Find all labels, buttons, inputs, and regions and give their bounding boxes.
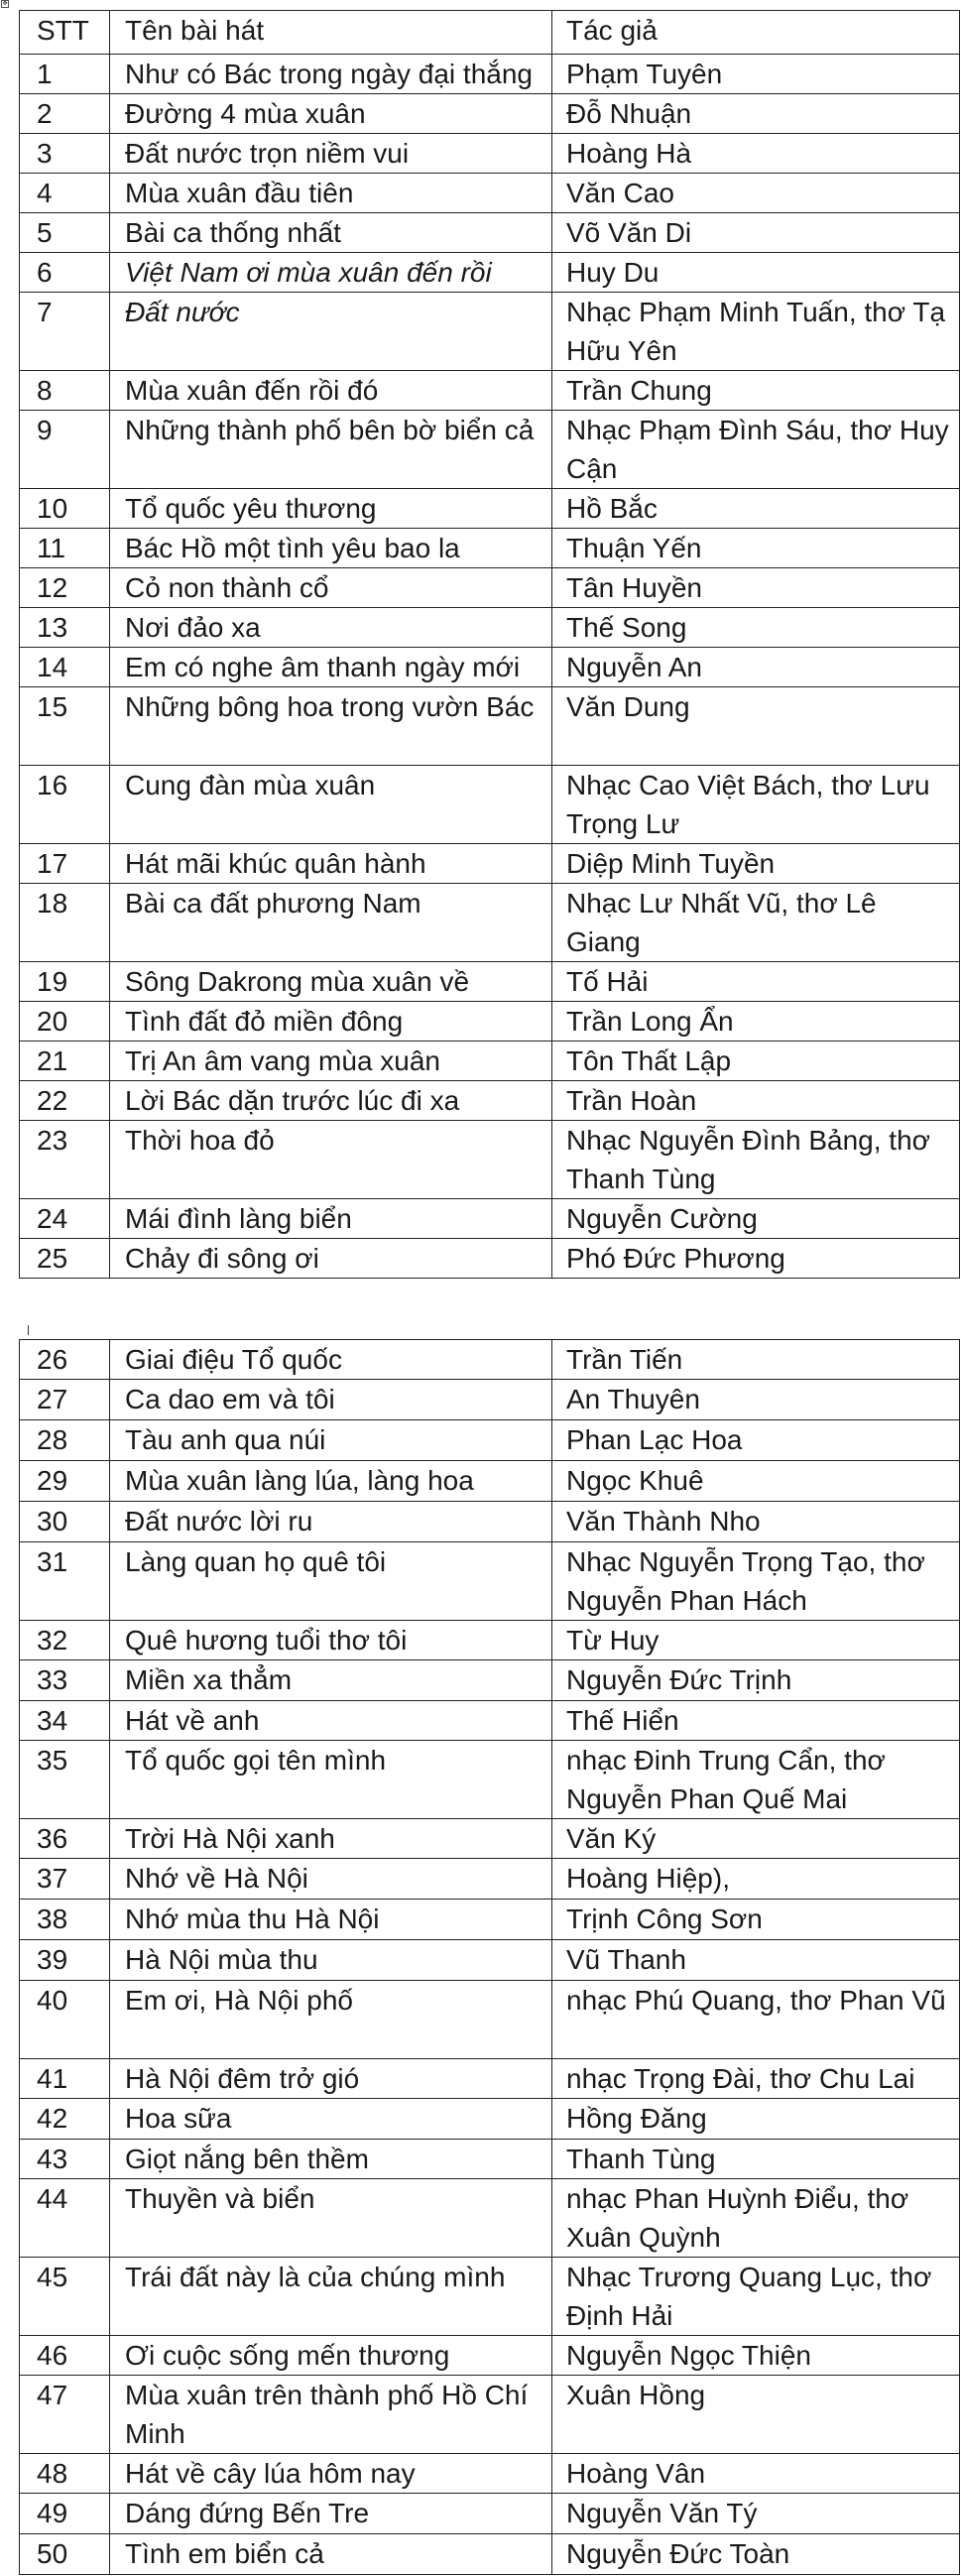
song-author: Trần Tiến: [552, 1340, 960, 1380]
song-author: Nguyễn An: [552, 648, 960, 687]
song-author: Văn Cao: [552, 174, 960, 213]
song-author: Xuân Hồng: [552, 2376, 960, 2454]
row-number: 20: [20, 1002, 110, 1042]
row-number: 38: [20, 1900, 110, 1940]
song-title: Đất nước trọn niềm vui: [110, 134, 552, 174]
table-row: [20, 608, 960, 648]
table-row: [20, 371, 960, 411]
song-title: Miền xa thẳm: [110, 1660, 552, 1701]
table-row: [20, 962, 960, 1002]
song-title: Cỏ non thành cổ: [110, 568, 552, 608]
table-row: [20, 55, 960, 94]
song-title: Chảy đi sông ơi: [110, 1239, 552, 1279]
song-author: Trần Chung: [552, 371, 960, 411]
table-row: [20, 1121, 960, 1199]
table-row: [20, 134, 960, 174]
song-author: Phan Lạc Hoa: [552, 1420, 960, 1461]
row-number: 9: [20, 411, 110, 489]
song-author: Nhạc Trương Quang Lục, thơ Định Hải: [552, 2258, 960, 2336]
song-author: Nhạc Cao Việt Bách, thơ Lưu Trọng Lư: [552, 766, 960, 844]
table-row: [20, 1701, 960, 1741]
table-row: [20, 1859, 960, 1900]
table-row: [20, 1081, 960, 1121]
table-row: [20, 1741, 960, 1819]
row-number: 24: [20, 1199, 110, 1239]
song-title: Giọt nắng bên thềm: [110, 2140, 552, 2179]
song-author: Thế Song: [552, 608, 960, 648]
row-number: 39: [20, 1940, 110, 1981]
table-row: [20, 2494, 960, 2534]
row-number: 41: [20, 2059, 110, 2099]
song-title: Tình em biển cả: [110, 2534, 552, 2575]
table-row: [20, 213, 960, 253]
song-title: Ca dao em và tôi: [110, 1380, 552, 1420]
song-title: Mùa xuân trên thành phố Hồ Chí Minh: [110, 2376, 552, 2454]
row-number: 29: [20, 1461, 110, 1502]
row-number: 2: [20, 94, 110, 134]
song-author: Thanh Tùng: [552, 2140, 960, 2179]
song-title: Tổ quốc gọi tên mình: [110, 1741, 552, 1819]
table-row: [20, 844, 960, 884]
song-title: Tổ quốc yêu thương: [110, 489, 552, 529]
song-title: Trời Hà Nội xanh: [110, 1819, 552, 1859]
table-row: [20, 1900, 960, 1940]
song-author: Văn Dung: [552, 687, 960, 766]
table-row: [20, 1239, 960, 1279]
row-number: 7: [20, 293, 110, 371]
song-author: nhạc Đinh Trung Cẩn, thơ Nguyễn Phan Quế Mai: [552, 1741, 960, 1819]
song-author: Nguyễn Ngọc Thiện: [552, 2336, 960, 2376]
table-row: [20, 1420, 960, 1461]
table-row: [20, 1621, 960, 1660]
song-author: Nguyễn Cường: [552, 1199, 960, 1239]
row-number: 11: [20, 529, 110, 568]
table-row: [20, 2140, 960, 2179]
song-author: Võ Văn Di: [552, 213, 960, 253]
table-row: [20, 253, 960, 293]
song-author: Nhạc Phạm Minh Tuấn, thơ Tạ Hữu Yên: [552, 293, 960, 371]
song-author: Phó Đức Phương: [552, 1239, 960, 1279]
song-title: Mùa xuân đến rồi đó: [110, 371, 552, 411]
song-title: Nhớ về Hà Nội: [110, 1859, 552, 1900]
table-anchor-icon[interactable]: ✥: [2, 1, 8, 7]
song-title: Như có Bác trong ngày đại thắng: [110, 55, 552, 94]
table-row: [20, 766, 960, 844]
song-title: Mùa xuân đầu tiên: [110, 174, 552, 213]
row-number: 5: [20, 213, 110, 253]
cursor-mark: [28, 1325, 35, 1335]
song-title: Trái đất này là của chúng mình: [110, 2258, 552, 2336]
table-row: [20, 1819, 960, 1859]
song-author: Từ Huy: [552, 1621, 960, 1660]
table-row: [20, 1042, 960, 1081]
table-row: [20, 1660, 960, 1701]
song-table-part-1: [19, 10, 960, 1279]
song-author: Tân Huyền: [552, 568, 960, 608]
row-number: 42: [20, 2099, 110, 2140]
song-author: Nguyễn Văn Tý: [552, 2494, 960, 2534]
row-number: 13: [20, 608, 110, 648]
song-author: nhạc Trọng Đài, thơ Chu Lai: [552, 2059, 960, 2099]
song-title: Tàu anh qua núi: [110, 1420, 552, 1461]
song-author: Văn Thành Nho: [552, 1502, 960, 1542]
table-row: [20, 2454, 960, 2494]
row-number: 34: [20, 1701, 110, 1741]
song-title: Quê hương tuổi thơ tôi: [110, 1621, 552, 1660]
song-author: Nhạc Nguyễn Đình Bảng, thơ Thanh Tùng: [552, 1121, 960, 1199]
row-number: 28: [20, 1420, 110, 1461]
row-number: 17: [20, 844, 110, 884]
row-number: 10: [20, 489, 110, 529]
song-author: Nguyễn Đức Trịnh: [552, 1660, 960, 1701]
song-author: Vũ Thanh: [552, 1940, 960, 1981]
song-title: Trị An âm vang mùa xuân: [110, 1042, 552, 1081]
table-row: [20, 293, 960, 371]
table-row: [20, 2376, 960, 2454]
row-number: 46: [20, 2336, 110, 2376]
song-author: nhạc Phan Huỳnh Điểu, thơ Xuân Quỳnh: [552, 2179, 960, 2258]
song-author: Hồng Đăng: [552, 2099, 960, 2140]
row-number: 43: [20, 2140, 110, 2179]
table-row: [20, 1199, 960, 1239]
song-author: Hoàng Hiệp),: [552, 1859, 960, 1900]
song-author: Nhạc Lư Nhất Vũ, thơ Lê Giang: [552, 884, 960, 962]
table-row: [20, 411, 960, 489]
row-number: 25: [20, 1239, 110, 1279]
song-title: Giai điệu Tổ quốc: [110, 1340, 552, 1380]
table-row: [20, 489, 960, 529]
song-author: Nhạc Nguyễn Trọng Tạo, thơ Nguyễn Phan Hách: [552, 1542, 960, 1621]
row-number: 37: [20, 1859, 110, 1900]
row-number: 27: [20, 1380, 110, 1420]
row-number: 48: [20, 2454, 110, 2494]
row-number: 45: [20, 2258, 110, 2336]
song-title: Những bông hoa trong vườn Bác: [110, 687, 552, 766]
song-title: Bác Hồ một tình yêu bao la: [110, 529, 552, 568]
table-row: [20, 1461, 960, 1502]
row-number: 49: [20, 2494, 110, 2534]
song-title: Dáng đứng Bến Tre: [110, 2494, 552, 2534]
song-author: Nhạc Phạm Đình Sáu, thơ Huy Cận: [552, 411, 960, 489]
row-number: 14: [20, 648, 110, 687]
table-row: [20, 1502, 960, 1542]
row-number: 22: [20, 1081, 110, 1121]
song-author: Tôn Thất Lập: [552, 1042, 960, 1081]
song-title: Em có nghe âm thanh ngày mới: [110, 648, 552, 687]
song-table-part-2: [19, 1339, 960, 2575]
row-number: 44: [20, 2179, 110, 2258]
song-author: Trần Hoàn: [552, 1081, 960, 1121]
row-number: 21: [20, 1042, 110, 1081]
row-number: 16: [20, 766, 110, 844]
song-author: Huy Du: [552, 253, 960, 293]
song-title: Đất nước lời ru: [110, 1502, 552, 1542]
row-number: 19: [20, 962, 110, 1002]
row-number: 33: [20, 1660, 110, 1701]
song-title: Nơi đảo xa: [110, 608, 552, 648]
song-title: Những thành phố bên bờ biển cả: [110, 411, 552, 489]
table-row: [20, 1940, 960, 1981]
song-title: Em ơi, Hà Nội phố: [110, 1981, 552, 2059]
song-title: Hát mãi khúc quân hành: [110, 844, 552, 884]
song-title: Thời hoa đỏ: [110, 1121, 552, 1199]
song-title: Cung đàn mùa xuân: [110, 766, 552, 844]
row-number: 31: [20, 1542, 110, 1621]
song-title: Ơi cuộc sống mến thương: [110, 2336, 552, 2376]
header-row: [20, 11, 960, 55]
song-title: Hà Nội mùa thu: [110, 1940, 552, 1981]
song-author: Nguyễn Đức Toàn: [552, 2534, 960, 2575]
table-row: [20, 1981, 960, 2059]
song-author: Ngọc Khuê: [552, 1461, 960, 1502]
song-title: Mái đình làng biển: [110, 1199, 552, 1239]
row-number: 32: [20, 1621, 110, 1660]
song-author: nhạc Phú Quang, thơ Phan Vũ: [552, 1981, 960, 2059]
table-row: [20, 174, 960, 213]
row-number: 30: [20, 1502, 110, 1542]
song-title: Bài ca đất phương Nam: [110, 884, 552, 962]
song-title: Đường 4 mùa xuân: [110, 94, 552, 134]
header-song-title: Tên bài hát: [110, 11, 552, 55]
table-row: [20, 94, 960, 134]
song-author: Hồ Bắc: [552, 489, 960, 529]
row-number: 40: [20, 1981, 110, 2059]
table-row: [20, 2534, 960, 2575]
song-title: Hát về cây lúa hôm nay: [110, 2454, 552, 2494]
row-number: 18: [20, 884, 110, 962]
song-title: Làng quan họ quê tôi: [110, 1542, 552, 1621]
song-author: Thế Hiển: [552, 1701, 960, 1741]
row-number: 23: [20, 1121, 110, 1199]
row-number: 15: [20, 687, 110, 766]
song-author: Trần Long Ẩn: [552, 1002, 960, 1042]
table-row: [20, 568, 960, 608]
table-row: [20, 2258, 960, 2336]
table-row: [20, 648, 960, 687]
song-title: Hà Nội đêm trở gió: [110, 2059, 552, 2099]
song-title: Lời Bác dặn trước lúc đi xa: [110, 1081, 552, 1121]
row-number: 12: [20, 568, 110, 608]
table-row: [20, 687, 960, 766]
row-number: 6: [20, 253, 110, 293]
table-row: [20, 884, 960, 962]
table-row: [20, 529, 960, 568]
row-number: 35: [20, 1741, 110, 1819]
row-number: 1: [20, 55, 110, 94]
row-number: 47: [20, 2376, 110, 2454]
song-author: Phạm Tuyên: [552, 55, 960, 94]
table-row: [20, 2179, 960, 2258]
row-number: 4: [20, 174, 110, 213]
song-title: Sông Dakrong mùa xuân về: [110, 962, 552, 1002]
table-row: [20, 1340, 960, 1380]
song-title: Mùa xuân làng lúa, làng hoa: [110, 1461, 552, 1502]
song-author: Thuận Yến: [552, 529, 960, 568]
song-title: Hoa sữa: [110, 2099, 552, 2140]
row-number: 3: [20, 134, 110, 174]
song-author: An Thuyên: [552, 1380, 960, 1420]
row-number: 50: [20, 2534, 110, 2575]
song-title: Tình đất đỏ miền đông: [110, 1002, 552, 1042]
table-row: [20, 2059, 960, 2099]
table-row: [20, 1380, 960, 1420]
row-number: 36: [20, 1819, 110, 1859]
song-author: Tố Hải: [552, 962, 960, 1002]
song-title: Bài ca thống nhất: [110, 213, 552, 253]
table-row: [20, 2099, 960, 2140]
song-title: Nhớ mùa thu Hà Nội: [110, 1900, 552, 1940]
table-row: [20, 2336, 960, 2376]
table-row: [20, 1002, 960, 1042]
song-author: Trịnh Công Sơn: [552, 1900, 960, 1940]
header-stt: STT: [20, 11, 110, 55]
song-title: Thuyền và biển: [110, 2179, 552, 2258]
song-author: Hoàng Hà: [552, 134, 960, 174]
song-author: Diệp Minh Tuyền: [552, 844, 960, 884]
song-author: Văn Ký: [552, 1819, 960, 1859]
song-title: Việt Nam ơi mùa xuân đến rồi: [110, 253, 552, 293]
row-number: 8: [20, 371, 110, 411]
song-author: Hoàng Vân: [552, 2454, 960, 2494]
song-title: Hát về anh: [110, 1701, 552, 1741]
song-title: Đất nước: [110, 293, 552, 371]
table-row: [20, 1542, 960, 1621]
header-author: Tác giả: [552, 11, 960, 55]
row-number: 26: [20, 1340, 110, 1380]
song-author: Đỗ Nhuận: [552, 94, 960, 134]
